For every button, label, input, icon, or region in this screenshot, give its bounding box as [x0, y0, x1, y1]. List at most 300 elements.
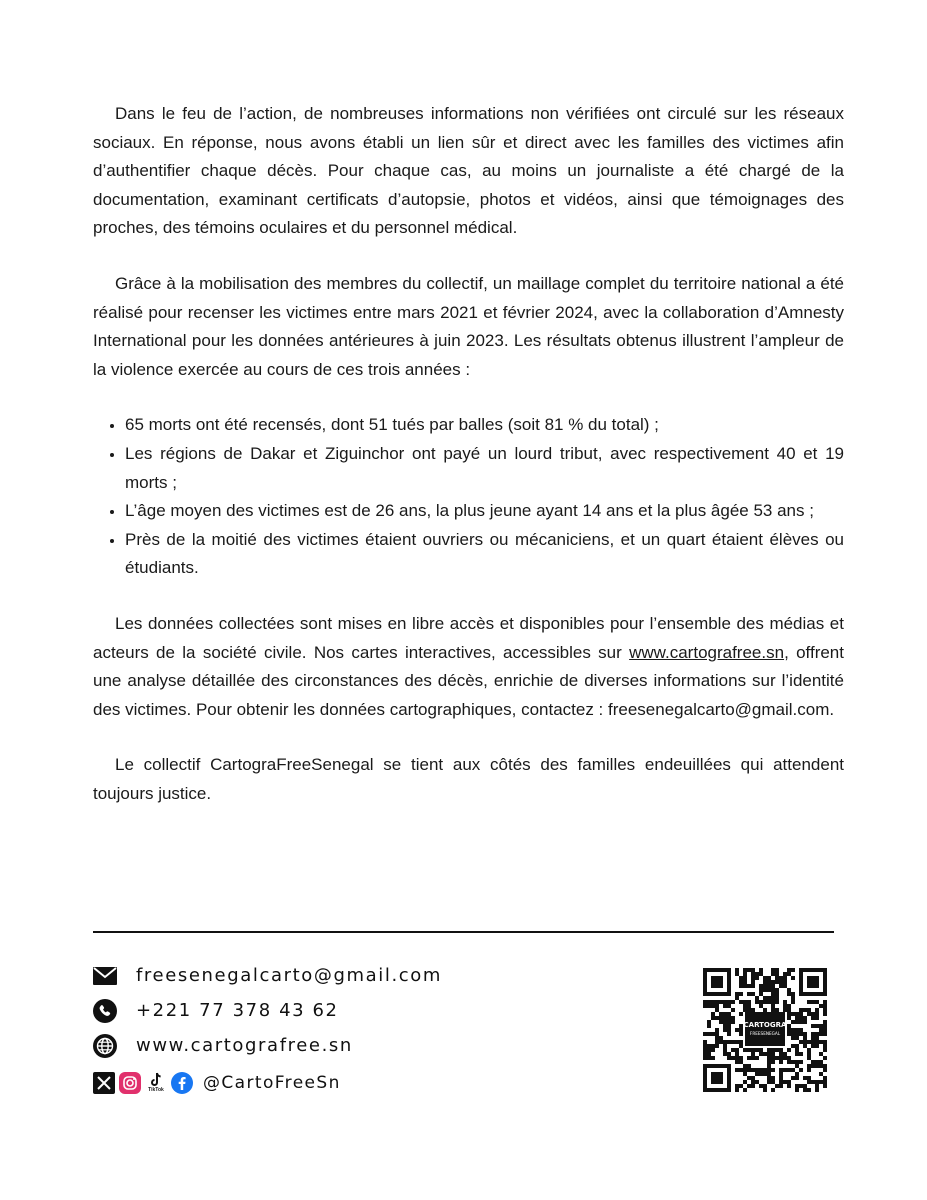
- qr-module: [795, 1044, 799, 1048]
- qr-module: [735, 1028, 739, 1032]
- qr-module: [723, 1028, 727, 1032]
- qr-module: [743, 976, 747, 980]
- qr-module: [823, 1064, 827, 1068]
- list-item: • Les régions de Dakar et Ziguinchor ont payé un lourd tribut, avec respectivement 40 et 19 morts ;: [125, 440, 844, 497]
- qr-module: [803, 1044, 807, 1048]
- qr-module: [703, 1040, 707, 1044]
- qr-module: [755, 1000, 759, 1004]
- qr-module: [811, 1032, 815, 1036]
- qr-module: [763, 996, 767, 1000]
- qr-module: [771, 1008, 775, 1012]
- qr-module: [783, 976, 787, 980]
- qr-module: [763, 1008, 767, 1012]
- qr-module: [747, 1076, 751, 1080]
- qr-module: [775, 980, 779, 984]
- qr-module: [703, 1004, 707, 1008]
- qr-module: [767, 1000, 771, 1004]
- qr-module: [779, 1060, 783, 1064]
- qr-module: [739, 1060, 743, 1064]
- qr-module: [815, 1008, 819, 1012]
- qr-module: [751, 1048, 755, 1052]
- qr-module: [799, 1040, 803, 1044]
- qr-module: [795, 1012, 799, 1016]
- qr-module: [775, 996, 779, 1000]
- qr-module: [811, 1044, 815, 1048]
- qr-module: [791, 968, 795, 972]
- qr-module: [783, 984, 787, 988]
- qr-module: [807, 1012, 811, 1016]
- qr-module: [779, 1084, 783, 1088]
- qr-module: [795, 1032, 799, 1036]
- qr-module: [759, 1048, 763, 1052]
- tiktok-icon[interactable]: [145, 1072, 167, 1094]
- qr-module: [751, 980, 755, 984]
- qr-module: [759, 988, 763, 992]
- qr-module: [723, 1004, 727, 1008]
- qr-module: [711, 1056, 715, 1060]
- qr-module: [767, 1076, 771, 1080]
- qr-module: [775, 1048, 779, 1052]
- qr-module: [823, 1068, 827, 1072]
- qr-module: [739, 1056, 743, 1060]
- qr-module: [751, 1008, 755, 1012]
- qr-module: [787, 992, 791, 996]
- qr-module: [791, 1012, 795, 1016]
- qr-module: [751, 968, 755, 972]
- qr-module: [719, 1016, 723, 1020]
- qr-module: [807, 1064, 811, 1068]
- qr-module: [783, 1080, 787, 1084]
- qr-module: [703, 1056, 707, 1060]
- qr-module: [795, 1036, 799, 1040]
- qr-module: [727, 1020, 731, 1024]
- qr-module: [743, 968, 747, 972]
- qr-module: [799, 1060, 803, 1064]
- qr-module: [739, 1012, 743, 1016]
- qr-module: [807, 1056, 811, 1060]
- qr-module: [815, 1036, 819, 1040]
- globe-icon: [93, 1034, 117, 1058]
- qr-module: [803, 1008, 807, 1012]
- qr-module: [771, 1004, 775, 1008]
- qr-module: [743, 972, 747, 976]
- qr-module: [771, 1056, 775, 1060]
- qr-module: [787, 1084, 791, 1088]
- qr-module: [755, 1072, 759, 1076]
- qr-module: [771, 1060, 775, 1064]
- qr-module: [731, 1040, 735, 1044]
- qr-module: [791, 1068, 795, 1072]
- qr-module: [739, 1024, 743, 1028]
- qr-module: [795, 1072, 799, 1076]
- qr-module: [707, 1024, 711, 1028]
- qr-module: [775, 988, 779, 992]
- qr-module: [747, 1064, 751, 1068]
- qr-module: [763, 976, 767, 980]
- qr-module: [787, 1016, 791, 1020]
- qr-module: [735, 968, 739, 972]
- qr-module: [787, 1060, 791, 1064]
- qr-module: [775, 1008, 779, 1012]
- qr-module: [767, 984, 771, 988]
- qr-module: [727, 1052, 731, 1056]
- qr-module: [803, 1036, 807, 1040]
- qr-module: [767, 980, 771, 984]
- qr-module: [767, 976, 771, 980]
- qr-module: [823, 1084, 827, 1088]
- qr-module: [819, 1060, 823, 1064]
- qr-module: [751, 1056, 755, 1060]
- qr-module: [779, 984, 783, 988]
- qr-module: [755, 976, 759, 980]
- paragraph-closing: Le collectif CartograFreeSenegal se tient aux côtés des familles endeuillées qui attendent toujours justice.: [93, 755, 844, 803]
- qr-module: [771, 1088, 775, 1092]
- qr-module: [751, 1052, 755, 1056]
- qr-module: [747, 1004, 751, 1008]
- x-twitter-icon[interactable]: [93, 1072, 115, 1094]
- qr-module: [723, 1020, 727, 1024]
- website-link[interactable]: www.cartografree.sn: [629, 642, 785, 662]
- qr-module: [779, 1068, 783, 1072]
- qr-module: [771, 1052, 775, 1056]
- qr-module: [703, 1052, 707, 1056]
- qr-module: [767, 1048, 771, 1052]
- qr-module: [751, 976, 755, 980]
- qr-module: [735, 1040, 739, 1044]
- qr-module: [811, 1040, 815, 1044]
- qr-module: [743, 980, 747, 984]
- qr-module: [743, 1048, 747, 1052]
- qr-module: [743, 1088, 747, 1092]
- qr-module: [775, 968, 779, 972]
- qr-module: [811, 1000, 815, 1004]
- qr-module: [759, 984, 763, 988]
- qr-module: [791, 992, 795, 996]
- footer-divider: [93, 931, 834, 933]
- qr-module: [815, 1084, 819, 1088]
- qr-module: [771, 1048, 775, 1052]
- qr-module: [751, 992, 755, 996]
- qr-module: [727, 1040, 731, 1044]
- qr-module: [727, 1024, 731, 1028]
- qr-module: [743, 1068, 747, 1072]
- qr-module: [747, 1068, 751, 1072]
- contact-website: [93, 1028, 442, 1063]
- qr-module: [751, 984, 755, 988]
- qr-module: [791, 996, 795, 1000]
- qr-module: [707, 1048, 711, 1052]
- qr-module: [811, 1016, 815, 1020]
- qr-module: [767, 1068, 771, 1072]
- qr-module: [735, 1068, 739, 1072]
- qr-code[interactable]: [703, 968, 827, 1092]
- qr-module: [803, 1076, 807, 1080]
- qr-module: [703, 1048, 707, 1052]
- qr-module: [727, 1056, 731, 1060]
- qr-module: [787, 1032, 791, 1036]
- qr-module: [771, 1080, 775, 1084]
- qr-module: [755, 1068, 759, 1072]
- qr-module: [795, 1088, 799, 1092]
- qr-module: [747, 992, 751, 996]
- qr-module: [807, 1000, 811, 1004]
- contact-phone: [93, 993, 442, 1028]
- qr-module: [715, 1008, 719, 1012]
- qr-module: [823, 1032, 827, 1036]
- qr-module: [795, 1016, 799, 1020]
- qr-module: [815, 1016, 819, 1020]
- qr-module: [731, 1016, 735, 1020]
- qr-module: [739, 984, 743, 988]
- email-text[interactable]: freesenegalcarto@gmail.com: [136, 965, 443, 986]
- qr-module: [799, 1028, 803, 1032]
- qr-module: [779, 976, 783, 980]
- qr-module: [791, 1032, 795, 1036]
- qr-module: [759, 1004, 763, 1008]
- qr-module: [799, 1008, 803, 1012]
- qr-module: [767, 1080, 771, 1084]
- qr-module: [727, 1000, 731, 1004]
- qr-module: [707, 1052, 711, 1056]
- qr-logo-text-1: CARTOGRA: [743, 1021, 787, 1029]
- qr-module: [743, 1064, 747, 1068]
- qr-module: [735, 1052, 739, 1056]
- qr-module: [815, 1032, 819, 1036]
- qr-module: [819, 1028, 823, 1032]
- qr-module: [767, 1072, 771, 1076]
- list-item: • Près de la moitié des victimes étaient ouvriers ou mécaniciens, et un quart étaient élèves ou étudiants.: [125, 526, 844, 583]
- qr-module: [723, 1012, 727, 1016]
- qr-module: [751, 1084, 755, 1088]
- qr-module: [739, 976, 743, 980]
- qr-module: [747, 984, 751, 988]
- qr-module: [795, 1048, 799, 1052]
- qr-module: [819, 1052, 823, 1056]
- qr-module: [743, 1072, 747, 1076]
- contact-block: [93, 958, 442, 1100]
- qr-module: [763, 1052, 767, 1056]
- qr-module: [759, 1084, 763, 1088]
- qr-module: [751, 1068, 755, 1072]
- qr-module: [755, 972, 759, 976]
- qr-module: [819, 1040, 823, 1044]
- tiktok-label: TikTok: [148, 1087, 164, 1093]
- list-item: • 65 morts ont été recensés, dont 51 tués par balles (soit 81 % du total) ;: [125, 411, 844, 440]
- qr-module: [727, 1016, 731, 1020]
- qr-module: [743, 984, 747, 988]
- qr-module: [735, 996, 739, 1000]
- qr-module: [787, 972, 791, 976]
- phone-icon: [93, 999, 117, 1023]
- qr-module: [775, 1056, 779, 1060]
- qr-module: [747, 1056, 751, 1060]
- qr-module: [811, 1036, 815, 1040]
- qr-module: [787, 1028, 791, 1032]
- contact-email: [93, 958, 442, 993]
- qr-module: [755, 1080, 759, 1084]
- qr-module: [739, 1044, 743, 1048]
- qr-module: [755, 1056, 759, 1060]
- qr-module: [795, 1052, 799, 1056]
- qr-module: [771, 1068, 775, 1072]
- qr-module: [735, 1088, 739, 1092]
- website-text[interactable]: www.cartografree.sn: [136, 1035, 353, 1056]
- qr-module: [707, 1000, 711, 1004]
- qr-module: [707, 1020, 711, 1024]
- qr-module: [787, 1048, 791, 1052]
- qr-module: [819, 1004, 823, 1008]
- qr-module: [719, 1036, 723, 1040]
- qr-module: [715, 1044, 719, 1048]
- document-body: [93, 100, 844, 808]
- qr-module: [807, 1080, 811, 1084]
- qr-module: [795, 1064, 799, 1068]
- qr-module: [823, 1024, 827, 1028]
- qr-module: [783, 1000, 787, 1004]
- qr-module: [799, 1016, 803, 1020]
- instagram-icon[interactable]: [119, 1072, 141, 1094]
- qr-module: [787, 1008, 791, 1012]
- qr-module: [823, 1000, 827, 1004]
- qr-module: [815, 1080, 819, 1084]
- qr-module: [823, 1012, 827, 1016]
- qr-module: [799, 1084, 803, 1088]
- qr-module: [735, 992, 739, 996]
- phone-text[interactable]: +221 77 378 43 62: [136, 1000, 339, 1021]
- qr-module: [759, 1072, 763, 1076]
- qr-module: [735, 972, 739, 976]
- qr-module: [743, 1080, 747, 1084]
- paragraph-verification: Dans le feu de l’action, de nombreuses informations non vérifiées ont circulé sur les réseaux sociaux. En réponse, nous avons établi un lien sûr et direct avec les familles des victimes afin d’authentifier chaque décès. Pour chaque cas, au moins un journaliste a été chargé de la documentation, examinant certificats d’autopsie, photos et vidéos, ainsi que témoignages des proches, des témoins oculaires et du personnel médical.: [93, 104, 844, 238]
- qr-module: [807, 1052, 811, 1056]
- qr-module: [739, 1084, 743, 1088]
- qr-module: [763, 1088, 767, 1092]
- qr-module: [743, 1000, 747, 1004]
- qr-module: [723, 1000, 727, 1004]
- qr-module: [727, 1004, 731, 1008]
- qr-module: [767, 1052, 771, 1056]
- qr-module: [787, 1056, 791, 1060]
- qr-module: [775, 976, 779, 980]
- qr-module: [791, 1044, 795, 1048]
- qr-module: [791, 1060, 795, 1064]
- qr-module: [771, 968, 775, 972]
- qr-module: [739, 992, 743, 996]
- qr-module: [771, 980, 775, 984]
- qr-module: [799, 1068, 803, 1072]
- qr-module: [787, 1024, 791, 1028]
- qr-module: [739, 1032, 743, 1036]
- qr-module: [823, 1076, 827, 1080]
- qr-module: [787, 1080, 791, 1084]
- qr-module: [723, 1044, 727, 1048]
- qr-module: [823, 1048, 827, 1052]
- qr-module: [715, 1036, 719, 1040]
- qr-module: [811, 1080, 815, 1084]
- qr-module: [803, 1016, 807, 1020]
- qr-module: [779, 1056, 783, 1060]
- qr-module: [787, 1068, 791, 1072]
- qr-module: [743, 1004, 747, 1008]
- qr-module: [731, 1008, 735, 1012]
- qr-module: [807, 1076, 811, 1080]
- qr-module: [723, 1048, 727, 1052]
- qr-module: [763, 1072, 767, 1076]
- qr-module: [719, 1020, 723, 1024]
- qr-module: [783, 1004, 787, 1008]
- qr-module: [799, 1020, 803, 1024]
- qr-module: [787, 1004, 791, 1008]
- qr-module: [747, 1084, 751, 1088]
- qr-module: [783, 1008, 787, 1012]
- qr-module: [711, 1016, 715, 1020]
- qr-module: [707, 1056, 711, 1060]
- qr-module: [819, 1024, 823, 1028]
- qr-module: [803, 1084, 807, 1088]
- qr-module: [751, 972, 755, 976]
- qr-module: [815, 1044, 819, 1048]
- paragraph-open-data: Les données collectées sont mises en libre accès et disponibles pour l’ensemble des médias et acteurs de la société civile. Nos cartes interactives, accessibles sur www.cartografree.sn, offrent une analyse détaillée des circonstances des décès, enrichie de diverses informations sur l’identité des victimes. Pour obtenir les données cartographiques, contactez : freesenegalcarto@gmail.com.: [93, 613, 844, 719]
- qr-module: [779, 1076, 783, 1080]
- qr-module: [815, 1060, 819, 1064]
- qr-module: [763, 980, 767, 984]
- qr-module: [779, 980, 783, 984]
- qr-module: [787, 988, 791, 992]
- qr-module: [811, 1060, 815, 1064]
- qr-module: [815, 1000, 819, 1004]
- qr-module: [747, 968, 751, 972]
- qr-module: [719, 1040, 723, 1044]
- qr-module: [819, 1032, 823, 1036]
- qr-module: [815, 1088, 819, 1092]
- qr-module: [719, 1000, 723, 1004]
- qr-module: [791, 1036, 795, 1040]
- qr-module: [779, 1052, 783, 1056]
- qr-module: [763, 984, 767, 988]
- qr-module: [815, 1024, 819, 1028]
- qr-module: [715, 1028, 719, 1032]
- qr-module: [803, 1088, 807, 1092]
- qr-module: [799, 1012, 803, 1016]
- qr-module: [799, 1052, 803, 1056]
- qr-module: [711, 1048, 715, 1052]
- social-handle[interactable]: @CartoFreeSn: [203, 1072, 341, 1093]
- qr-module: [815, 1064, 819, 1068]
- qr-module: [771, 992, 775, 996]
- qr-module: [739, 1040, 743, 1044]
- qr-logo-text-2: FREESENEGAL: [749, 1031, 781, 1036]
- qr-module: [819, 1080, 823, 1084]
- facebook-icon[interactable]: [171, 1072, 193, 1094]
- qr-module: [815, 1040, 819, 1044]
- qr-module: [795, 1076, 799, 1080]
- qr-module: [747, 1008, 751, 1012]
- qr-module: [727, 1032, 731, 1036]
- qr-module: [711, 1012, 715, 1016]
- qr-module: [719, 1012, 723, 1016]
- paragraph-mobilisation: Grâce à la mobilisation des membres du collectif, un maillage complet du territoire national a été réalisé pour recenser les victimes entre mars 2021 et février 2024, avec la collaboration d’Amnesty International pour les données antérieures à juin 2023. Les résultats obtenus illustrent l’ampleur de la violence exercée au cours de ces trois années :: [93, 273, 844, 379]
- qr-module: [731, 1020, 735, 1024]
- qr-module: [727, 1028, 731, 1032]
- list-item: • L’âge moyen des victimes est de 26 ans, la plus jeune ayant 14 ans et la plus âgée 53 ans ;: [125, 497, 844, 526]
- qr-module: [823, 1056, 827, 1060]
- qr-module: [791, 976, 795, 980]
- qr-module: [723, 1016, 727, 1020]
- qr-module: [763, 988, 767, 992]
- qr-module: [783, 972, 787, 976]
- qr-module: [791, 1076, 795, 1080]
- qr-module: [823, 1044, 827, 1048]
